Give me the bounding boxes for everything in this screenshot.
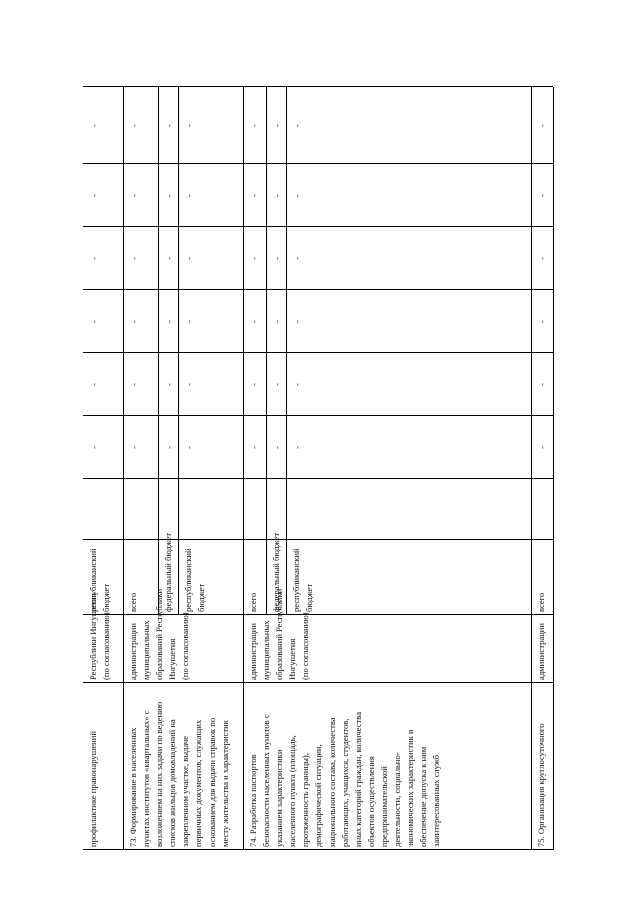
table-column-line [83, 289, 553, 290]
table-row-line [243, 87, 244, 850]
executor-name: администрации муниципальных образований Республики Ингушетия (по согласованию) [128, 588, 191, 680]
funding-source: всего [128, 592, 138, 612]
funding-value: - [249, 124, 259, 127]
measure-name: профилактике правонарушений [88, 731, 98, 847]
funding-value: - [129, 194, 139, 197]
executor-name: администрации муниципальных образований Республики Ингушетия (по согласованию) [248, 588, 311, 680]
funding-value: - [272, 124, 282, 127]
table-column-line [83, 352, 553, 353]
funding-value: - [89, 320, 99, 323]
funding-value: - [164, 257, 174, 260]
measure-name: 75. Организация круглосуточного [536, 723, 546, 847]
funding-value: - [292, 383, 302, 386]
funding-value: - [129, 320, 139, 323]
funding-value: - [272, 257, 282, 260]
table-column-line [83, 163, 553, 164]
table-row-line [123, 87, 124, 850]
funding-value: - [164, 383, 174, 386]
funding-source: всего [248, 592, 258, 612]
funding-value: - [272, 446, 282, 449]
table-column-line [83, 86, 553, 87]
funding-value: - [89, 194, 99, 197]
funding-value: - [184, 257, 194, 260]
funding-value: - [537, 320, 547, 323]
funding-value: - [537, 257, 547, 260]
funding-source: федеральный бюджет [271, 532, 281, 612]
funding-source: республиканский бюджет [88, 548, 112, 612]
subrow-line [266, 87, 267, 615]
executor-name: администрации [536, 622, 546, 680]
funding-value: - [249, 194, 259, 197]
table-column-line [83, 539, 553, 540]
funding-value: - [537, 446, 547, 449]
funding-source: федеральный бюджет [163, 532, 173, 612]
funding-source: всего [536, 592, 546, 612]
table-column-line [83, 849, 553, 850]
funding-value: - [184, 446, 194, 449]
funding-value: - [537, 124, 547, 127]
table-bottom-line [553, 87, 554, 850]
funding-value: - [272, 320, 282, 323]
funding-value: - [164, 320, 174, 323]
subrow-line [286, 87, 287, 615]
funding-value: - [89, 383, 99, 386]
funding-value: - [89, 124, 99, 127]
funding-value: - [164, 446, 174, 449]
funding-value: - [292, 257, 302, 260]
funding-value: - [164, 194, 174, 197]
funding-value: - [292, 194, 302, 197]
funding-value: - [249, 257, 259, 260]
funding-value: - [184, 194, 194, 197]
funding-value: - [129, 257, 139, 260]
funding-value: - [184, 124, 194, 127]
funding-value: - [292, 320, 302, 323]
funding-value: - [537, 383, 547, 386]
table-column-line [83, 478, 553, 479]
funding-value: - [89, 257, 99, 260]
funding-value: - [184, 383, 194, 386]
funding-value: - [272, 194, 282, 197]
funding-source: республиканский бюджет [183, 548, 207, 612]
funding-value: - [249, 383, 259, 386]
funding-value: - [292, 446, 302, 449]
document-table [83, 50, 553, 850]
executor-name: Республики Ингушетия (по согласованию) [88, 593, 112, 680]
funding-value: - [129, 383, 139, 386]
table-row-line [531, 87, 532, 850]
subrow-line [178, 87, 179, 615]
funding-value: - [249, 320, 259, 323]
funding-value: - [292, 124, 302, 127]
table-column-line [83, 226, 553, 227]
funding-value: - [537, 194, 547, 197]
funding-value: - [129, 124, 139, 127]
funding-source: республиканский бюджет [291, 548, 315, 612]
funding-value: - [184, 320, 194, 323]
funding-value: - [89, 446, 99, 449]
measure-name: 73. Формирование в населенных пунктах институтов «квартальных» с возложением на них задачи по ведению списков жильцов домовладений на закрепленном участке, выдаче первичных документов, служащих основанием для выдачи справок по месту жительства и характеристик [128, 701, 230, 847]
funding-value: - [129, 446, 139, 449]
measure-name: 74. Разработка паспортов безопасности населенных пунктов с указанием характеристики населенного пункта (площадь, протяженность границы), демографической ситуации, национального состава, количества работающих, учащихся, студентов, иных категорий граждан, количества объектов осуществления предпринимательской деятельности, социально- экономических характеристик и обеспечение допуска к ним заинтересованных служб [248, 711, 442, 847]
funding-value: - [272, 383, 282, 386]
funding-value: - [164, 124, 174, 127]
subrow-line [158, 87, 159, 615]
table-column-line [83, 415, 553, 416]
table-column-line [83, 682, 553, 683]
funding-value: - [249, 446, 259, 449]
